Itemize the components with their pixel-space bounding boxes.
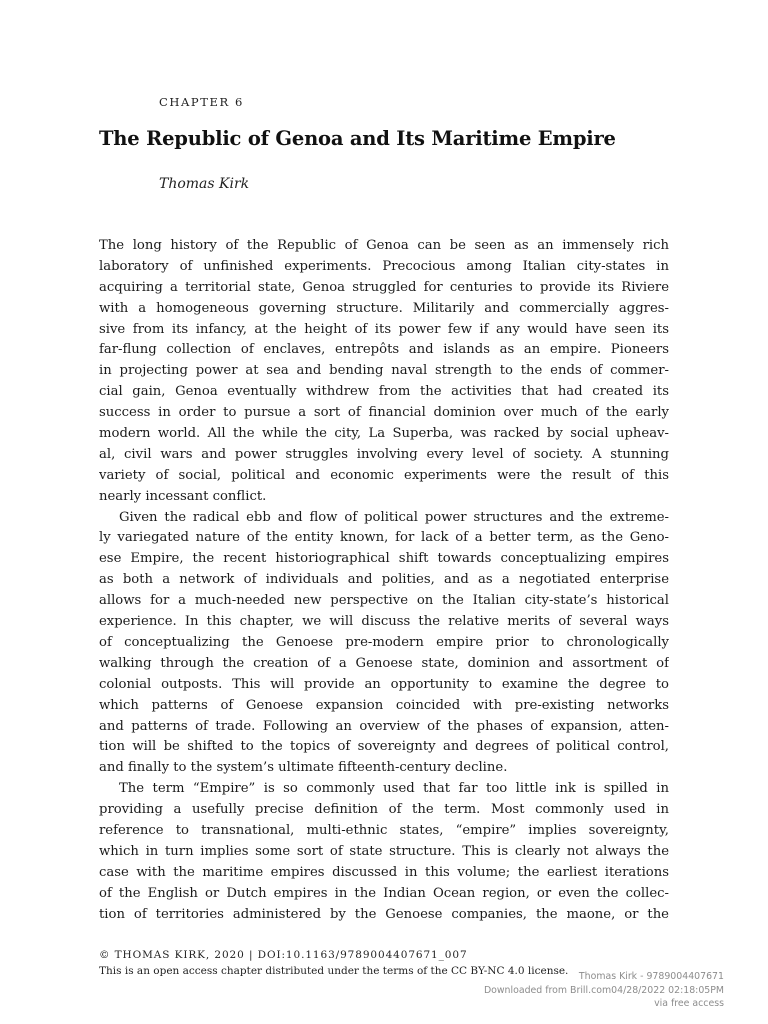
body-line: al, civil wars and power struggles involving every level of society. A stunning xyxy=(99,446,669,462)
body-line: with a homogeneous governing structure. Militarily and commercially aggres- xyxy=(99,300,669,316)
body-line: cial gain, Genoa eventually withdrew from the activities that had created its xyxy=(99,384,669,400)
copyright-notice: © THOMAS KIRK, 2020 | DOI:10.1163/9789004407671_007 xyxy=(99,949,468,961)
body-line: far-flung collection of enclaves, entrepôts and islands as an empire. Pioneers xyxy=(99,342,669,358)
license-notice: This is an open access chapter distributed under the terms of the CC BY-NC 4.0 license. xyxy=(99,965,569,977)
body-line: The long history of the Republic of Genoa can be seen as an immensely rich xyxy=(99,238,669,253)
body-line: variety of social, political and economic experiments were the result of this xyxy=(99,467,669,483)
body-line: in projecting power at sea and bending naval strength to the ends of commer- xyxy=(99,363,669,379)
body-line: colonial outposts. This will provide an opportunity to examine the degree to xyxy=(99,676,669,692)
body-line: case with the maritime empires discussed in this volume; the earliest iterations xyxy=(99,864,669,880)
body-line: The term “Empire” is so commonly used that far too little ink is spilled in xyxy=(119,781,669,797)
author-name: Thomas Kirk xyxy=(159,176,250,192)
body-line: acquiring a territorial state, Genoa struggled for centuries to provide its Riviere xyxy=(99,279,669,295)
body-line: of the English or Dutch empires in the Indian Ocean region, or even the collec- xyxy=(99,885,669,901)
body-line: as both a network of individuals and polities, and as a negotiated enterprise xyxy=(99,572,669,588)
body-line: and patterns of trade. Following an overview of the phases of expansion, atten- xyxy=(99,718,669,734)
body-text xyxy=(99,236,669,925)
body-line: allows for a much-needed new perspective on the Italian city-state’s historical xyxy=(99,593,669,609)
body-line: providing a usefully precise definition of the term. Most commonly used in xyxy=(99,802,669,818)
body-line: which patterns of Genoese expansion coincided with pre-existing networks xyxy=(99,697,669,713)
body-line: walking through the creation of a Genoese state, dominion and assortment of xyxy=(99,655,669,671)
body-line: nearly incessant conflict. xyxy=(99,488,267,504)
body-line: success in order to pursue a sort of financial dominion over much of the early xyxy=(99,405,669,421)
chapter-label: CHAPTER 6 xyxy=(159,95,244,109)
body-line: laboratory of unfinished experiments. Precocious among Italian city-states in xyxy=(99,258,669,274)
body-line: modern world. All the while the city, La Superba, was racked by social upheav- xyxy=(99,426,669,442)
body-line: ese Empire, the recent historiographical shift towards conceptualizing empires xyxy=(99,551,669,567)
body-line: tion of territories administered by the Genoese companies, the maone, or the xyxy=(99,906,669,922)
watermark-line: via free access xyxy=(654,998,724,1009)
body-line: of conceptualizing the Genoese pre-modern empire prior to chronologically xyxy=(99,634,669,650)
body-line: reference to transnational, multi-ethnic states, “empire” implies sovereignty, xyxy=(99,822,669,838)
body-line: which in turn implies some sort of state structure. This is clearly not always the xyxy=(99,843,669,859)
watermark-line: Thomas Kirk - 9789004407671 xyxy=(578,971,724,982)
body-line: sive from its infancy, at the height of its power few if any would have seen its xyxy=(99,321,669,337)
body-line: tion will be shifted to the topics of sovereignty and degrees of political control, xyxy=(99,739,669,755)
watermark-line: Downloaded from Brill.com04/28/2022 02:18:05PM xyxy=(483,984,724,996)
body-line: and finally to the system’s ultimate fifteenth-century decline. xyxy=(99,760,508,776)
body-line: ly variegated nature of the entity known, for lack of a better term, as the Geno- xyxy=(99,530,669,546)
download-watermark xyxy=(484,970,724,1011)
body-line: experience. In this chapter, we will discuss the relative merits of several ways xyxy=(99,614,669,630)
body-line: Given the radical ebb and flow of political power structures and the extreme- xyxy=(119,509,669,525)
chapter-title: The Republic of Genoa and Its Maritime Empire xyxy=(99,127,616,150)
